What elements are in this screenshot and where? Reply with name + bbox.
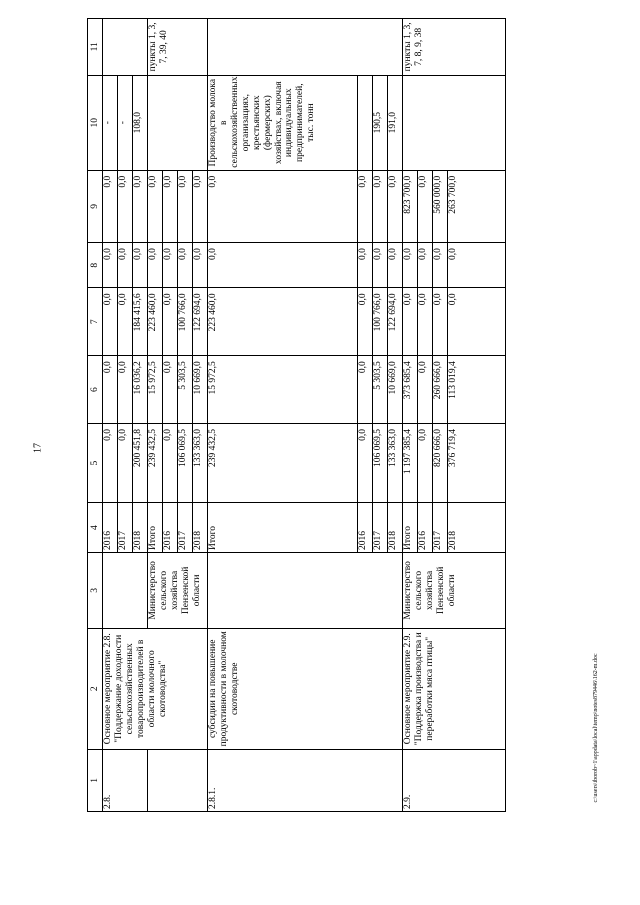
year-cell: Итого — [148, 503, 163, 553]
value-cell: 0,0 — [163, 356, 178, 424]
value-cell: 15 972,5 — [208, 356, 358, 424]
header-cell: 1 — [88, 749, 103, 811]
year-cell: 2017 — [118, 503, 133, 553]
executor: Министерство сельского хозяйства Пензенской области — [403, 552, 506, 628]
value-cell: 0,0 — [163, 170, 178, 242]
value-cell: 0,0 — [193, 170, 208, 242]
value-cell: 0,0 — [103, 356, 118, 424]
value-cell: 0,0 — [388, 243, 403, 288]
value-cell: 0,0 — [208, 243, 358, 288]
indicator-value: - — [103, 75, 118, 170]
value-cell: 0,0 — [103, 424, 118, 503]
rotated-table-container — [87, 18, 501, 812]
header-cell: 4 — [88, 503, 103, 553]
indicator-value: - — [118, 75, 133, 170]
value-cell: 113 019,4 — [448, 356, 506, 424]
measure-name: Основное мероприятие 2.9. "Поддержка производства и переработки мяса птицы" — [403, 628, 506, 749]
row-number: 2.8.1. — [208, 749, 403, 811]
value-cell: 10 669,0 — [388, 356, 403, 424]
value-cell: 376 719,4 — [448, 424, 506, 503]
row-number: 2.9. — [403, 749, 506, 811]
value-cell: 0,0 — [418, 170, 433, 242]
value-cell: 5 303,5 — [373, 356, 388, 424]
value-cell: 823 700,0 — [403, 170, 418, 242]
value-cell: 133 363,0 — [388, 424, 403, 503]
value-cell: 0,0 — [358, 170, 373, 242]
executor: Министерство сельского хозяйства Пензенской области — [148, 552, 208, 628]
value-cell: 0,0 — [148, 243, 163, 288]
year-cell: 2016 — [103, 503, 118, 553]
value-cell: 820 666,0 — [433, 424, 448, 503]
indicator-value — [358, 75, 373, 170]
value-cell: 200 451,8 — [133, 424, 148, 503]
value-cell: 0,0 — [433, 288, 448, 356]
indicator-value: 190,5 — [373, 75, 388, 170]
value-cell: 10 669,0 — [193, 356, 208, 424]
page-number: 17 — [32, 443, 44, 453]
value-cell: 0,0 — [448, 288, 506, 356]
indicator-value: 108,0 — [133, 75, 148, 170]
value-cell: 0,0 — [118, 424, 133, 503]
value-cell: 0,0 — [403, 288, 418, 356]
value-cell: 0,0 — [118, 356, 133, 424]
points-ref: пункты 1, 3, 7, 8, 9, 38 — [403, 19, 506, 76]
value-cell: 560 000,0 — [433, 170, 448, 242]
header-cell: 9 — [88, 170, 103, 242]
value-cell: 0,0 — [193, 243, 208, 288]
measure-name: субсидии на повышение продуктивности в молочном скотоводстве — [208, 628, 403, 749]
value-cell: 0,0 — [133, 243, 148, 288]
value-cell: 0,0 — [418, 424, 433, 503]
value-cell: 0,0 — [418, 243, 433, 288]
value-cell: 0,0 — [358, 243, 373, 288]
value-cell: 0,0 — [118, 288, 133, 356]
header-cell: 10 — [88, 75, 103, 170]
value-cell: 0,0 — [103, 288, 118, 356]
table-row — [103, 19, 118, 812]
header-cell: 5 — [88, 424, 103, 503]
year-cell: 2018 — [388, 503, 403, 553]
value-cell: 0,0 — [373, 243, 388, 288]
header-cell: 11 — [88, 19, 103, 76]
value-cell: 0,0 — [433, 243, 448, 288]
value-cell: 0,0 — [358, 356, 373, 424]
value-cell: 263 700,0 — [448, 170, 506, 242]
header-cell: 8 — [88, 243, 103, 288]
program-table — [87, 18, 506, 812]
year-cell: 2018 — [448, 503, 506, 553]
value-cell: 15 972,5 — [148, 356, 163, 424]
value-cell: 0,0 — [163, 424, 178, 503]
value-cell: 239 432,5 — [208, 424, 358, 503]
year-cell: 2017 — [373, 503, 388, 553]
value-cell: 0,0 — [418, 288, 433, 356]
table-row — [403, 19, 418, 812]
row-number: 2.8. — [103, 749, 148, 811]
value-cell: 0,0 — [103, 170, 118, 242]
value-cell: 0,0 — [133, 170, 148, 242]
year-cell: 2016 — [163, 503, 178, 553]
value-cell: 106 069,5 — [178, 424, 193, 503]
value-cell: 0,0 — [163, 288, 178, 356]
year-cell: 2018 — [133, 503, 148, 553]
value-cell: 223 460,0 — [208, 288, 358, 356]
year-cell: 2017 — [433, 503, 448, 553]
indicator-value: 191,0 — [388, 75, 403, 170]
points-ref: пункты 1, 3, 7, 39, 40 — [148, 19, 208, 76]
header-cell: 2 — [88, 628, 103, 749]
header-cell: 7 — [88, 288, 103, 356]
value-cell: 239 432,5 — [148, 424, 163, 503]
year-cell: Итого — [208, 503, 358, 553]
value-cell: 122 694,0 — [193, 288, 208, 356]
value-cell: 106 069,5 — [373, 424, 388, 503]
value-cell: 0,0 — [118, 243, 133, 288]
value-cell: 0,0 — [118, 170, 133, 242]
value-cell: 0,0 — [373, 170, 388, 242]
value-cell: 0,0 — [178, 243, 193, 288]
value-cell: 184 415,6 — [133, 288, 148, 356]
value-cell: 100 766,0 — [178, 288, 193, 356]
header-cell: 3 — [88, 552, 103, 628]
measure-name: Основное мероприятие 2.8. "Поддержание доходности сельскохозяйственных товаропроизводителей в области молочного скотоводства" — [103, 628, 208, 749]
value-cell: 0,0 — [178, 170, 193, 242]
header-row — [88, 19, 103, 812]
value-cell: 0,0 — [208, 170, 358, 242]
value-cell: 0,0 — [448, 243, 506, 288]
value-cell: 0,0 — [358, 288, 373, 356]
year-cell: 2018 — [193, 503, 208, 553]
value-cell: 0,0 — [148, 170, 163, 242]
year-cell: 2016 — [418, 503, 433, 553]
value-cell: 373 685,4 — [403, 356, 418, 424]
value-cell: 0,0 — [418, 356, 433, 424]
value-cell: 133 363,0 — [193, 424, 208, 503]
year-cell: 2016 — [358, 503, 373, 553]
value-cell: 1 197 385,4 — [403, 424, 418, 503]
value-cell: 223 460,0 — [148, 288, 163, 356]
value-cell: 16 036,2 — [133, 356, 148, 424]
value-cell: 0,0 — [163, 243, 178, 288]
value-cell: 100 766,0 — [373, 288, 388, 356]
value-cell: 0,0 — [103, 243, 118, 288]
footer-path: c:\users\iborob~1\appdata\local\temp\notes879446\162-m.doc — [593, 653, 599, 803]
value-cell: 260 666,0 — [433, 356, 448, 424]
value-cell: 0,0 — [388, 170, 403, 242]
value-cell: 0,0 — [403, 243, 418, 288]
header-cell: 6 — [88, 356, 103, 424]
year-cell: Итого — [403, 503, 418, 553]
value-cell: 0,0 — [358, 424, 373, 503]
table-row — [208, 19, 358, 812]
value-cell: 122 694,0 — [388, 288, 403, 356]
indicator-name: Производство молока в сельскохозяйственных организациях, крестьянских (фермерских) хозяйствах, включая индивидуальных предпринимателей, тыс. тонн — [208, 75, 358, 170]
year-cell: 2017 — [178, 503, 193, 553]
value-cell: 5 303,5 — [178, 356, 193, 424]
